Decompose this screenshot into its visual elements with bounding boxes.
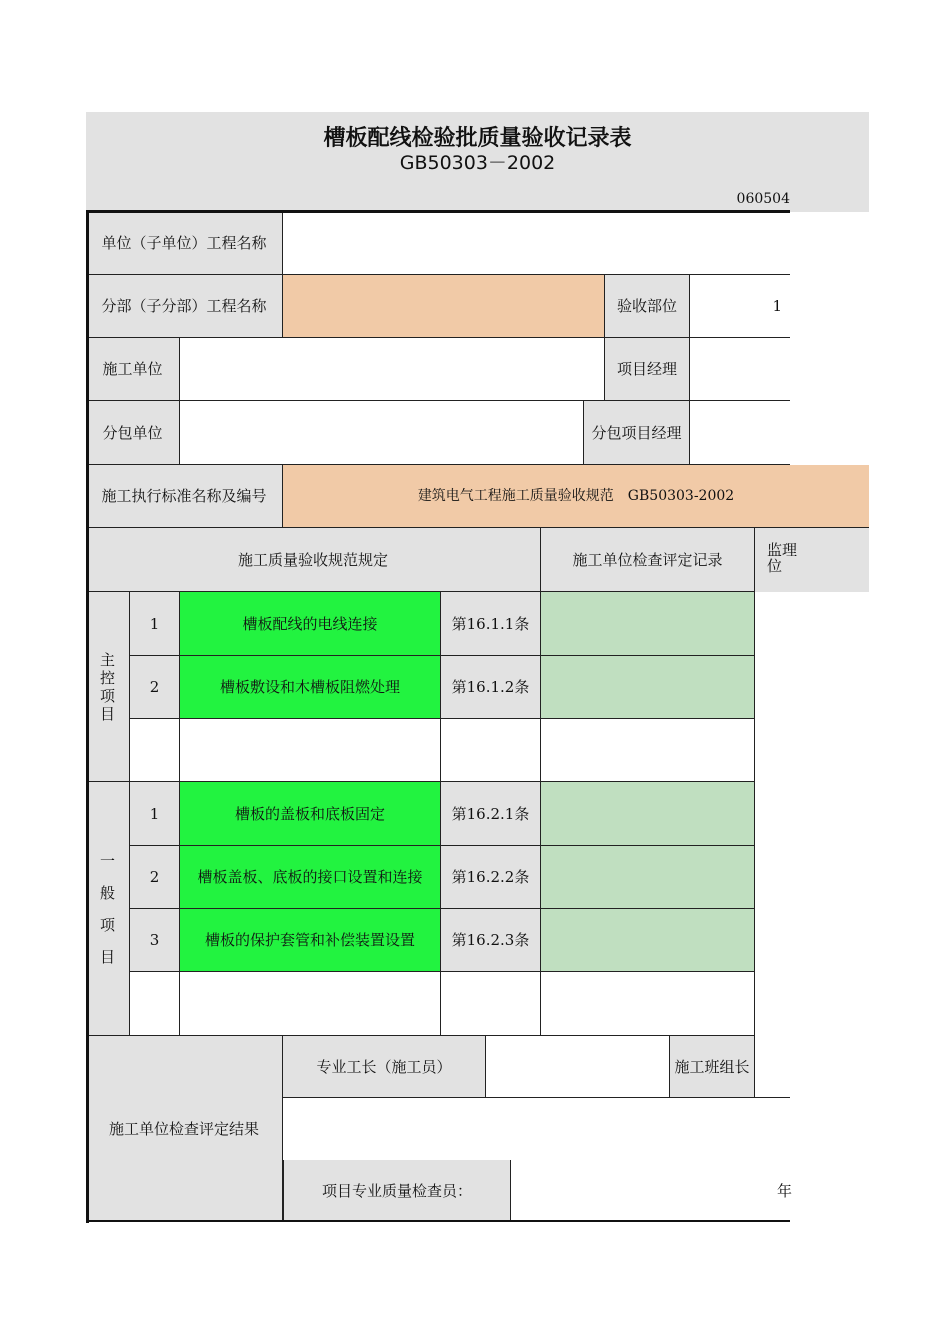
general-item-empty-record[interactable] (541, 972, 755, 1036)
general-item-1-record[interactable] (541, 782, 755, 846)
general-item-2-no: 2 (130, 846, 180, 909)
page-title: 槽板配线检验批质量验收记录表 (323, 125, 632, 151)
result-value[interactable] (283, 1098, 790, 1160)
general-item-empty-no (130, 972, 180, 1036)
main-item-1-record[interactable] (541, 592, 755, 656)
general-item-1-name: 槽板的盖板和底板固定 (180, 782, 441, 846)
general-item-3-no: 3 (130, 909, 180, 972)
contractor-record-header: 施工单位检查评定记录 (541, 528, 755, 592)
main-item-2-clause: 第16.1.2条 (441, 656, 541, 719)
general-group-label: 一 般 项 目 (86, 782, 130, 1036)
project-manager-label: 项目经理 (605, 338, 690, 401)
main-item-2-name: 槽板敷设和木槽板阻燃处理 (180, 656, 441, 719)
exec-standard-label: 施工执行标准名称及编号 (86, 465, 283, 528)
outer-border-left (86, 210, 89, 1223)
general-item-2-name: 槽板盖板、底板的接口设置和连接 (180, 846, 441, 909)
sub-pm-value[interactable] (690, 401, 790, 465)
subcontractor-value[interactable] (180, 401, 584, 465)
supervisor-header-top: 监理 (767, 541, 798, 559)
standard-code: GB50303－2002 (399, 151, 556, 174)
year-label: 年 (776, 1181, 792, 1200)
supervisor-header (755, 528, 869, 592)
general-item-3-name: 槽板的保护套管和补偿装置设置 (180, 909, 441, 972)
acceptance-part-value[interactable]: 1 (690, 275, 790, 338)
main-item-1-clause: 第16.1.1条 (441, 592, 541, 656)
general-item-3-record[interactable] (541, 909, 755, 972)
general-item-3-clause: 第16.2.3条 (441, 909, 541, 972)
general-item-empty-name[interactable] (180, 972, 441, 1036)
foreman-label: 专业工长（施工员） (283, 1036, 486, 1098)
inspector-label: 项目专业质量检查员： (283, 1160, 511, 1222)
main-item-empty-clause[interactable] (441, 719, 541, 782)
main-item-empty-name[interactable] (180, 719, 441, 782)
general-item-1-clause: 第16.2.1条 (441, 782, 541, 846)
outer-border-top (86, 210, 790, 213)
sub-project-label: 分部（子分部）工程名称 (86, 275, 283, 338)
exec-standard-value[interactable]: 建筑电气工程施工质量验收规范 GB50303-2002 (283, 465, 869, 528)
inspector-sign-area[interactable] (511, 1160, 790, 1222)
main-item-2-no: 2 (130, 656, 180, 719)
general-item-empty-clause[interactable] (441, 972, 541, 1036)
sub-pm-label: 分包项目经理 (584, 401, 690, 465)
spec-column-header: 施工质量验收规范规定 (86, 528, 541, 592)
contractor-label: 施工单位 (86, 338, 180, 401)
subcontractor-label: 分包单位 (86, 401, 180, 465)
general-item-2-clause: 第16.2.2条 (441, 846, 541, 909)
project-manager-value[interactable] (690, 338, 790, 401)
team-leader-label: 施工班组长 (670, 1036, 755, 1098)
team-leader-value[interactable] (755, 1036, 790, 1098)
result-label: 施工单位检查评定结果 (86, 1036, 283, 1222)
form-number: 060504 (736, 190, 790, 207)
main-item-1-name: 槽板配线的电线连接 (180, 592, 441, 656)
general-item-1-no: 1 (130, 782, 180, 846)
general-item-2-record[interactable] (541, 846, 755, 909)
supervisor-column-body[interactable] (755, 592, 790, 1036)
main-item-2-record[interactable] (541, 656, 755, 719)
outer-border-bottom (86, 1220, 790, 1222)
main-item-empty-record[interactable] (541, 719, 755, 782)
foreman-value[interactable] (486, 1036, 670, 1098)
main-control-group-label: 主 控 项 目 (86, 592, 130, 782)
main-item-empty-no (130, 719, 180, 782)
unit-project-label: 单位（子单位）工程名称 (86, 212, 283, 275)
unit-project-value[interactable] (283, 212, 790, 275)
contractor-value[interactable] (180, 338, 605, 401)
main-item-1-no: 1 (130, 592, 180, 656)
acceptance-part-label: 验收部位 (605, 275, 690, 338)
supervisor-header-bottom: 位 (767, 557, 783, 575)
sub-project-value[interactable] (283, 275, 605, 338)
